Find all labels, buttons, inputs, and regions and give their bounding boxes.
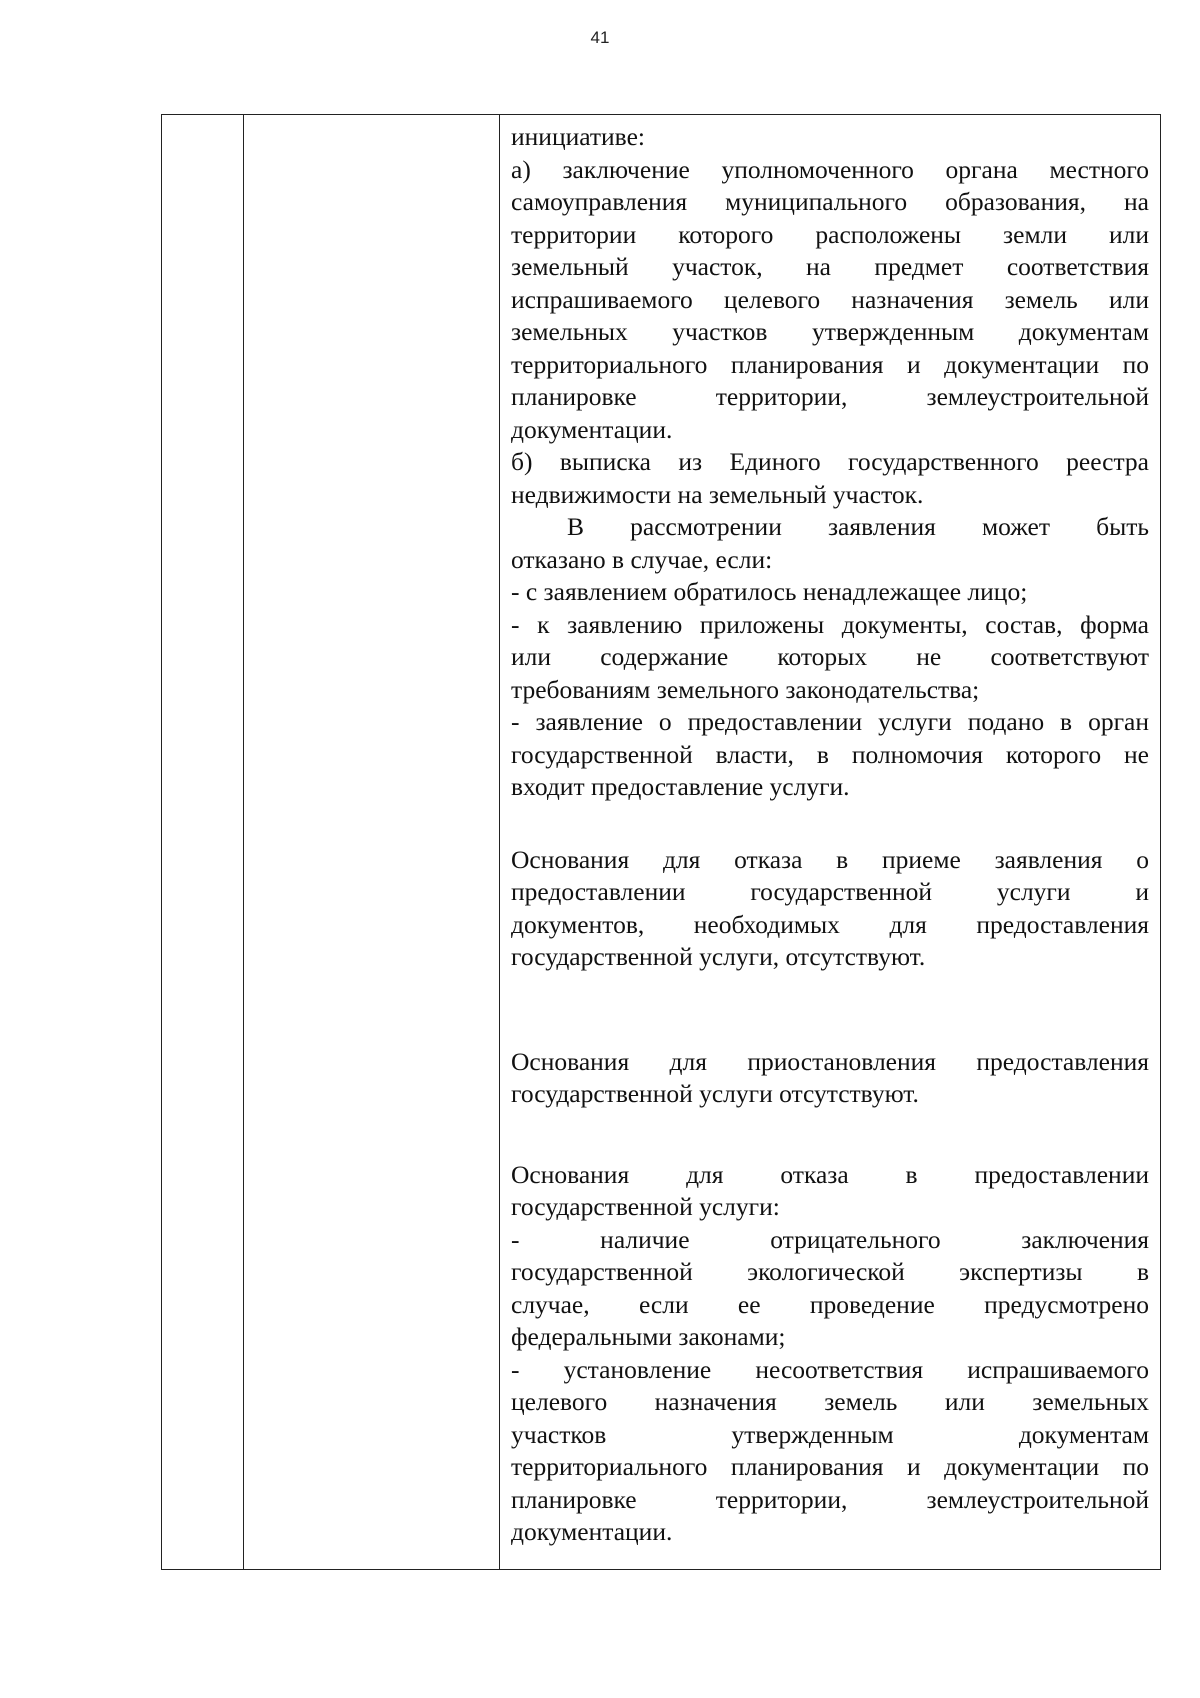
paragraph-refusal-to-accept [511,844,1149,974]
text-line: - с заявлением обратилось ненадлежащее лицо; [511,577,1028,606]
text-line: документов, необходимых для предоставления [511,909,1149,939]
paragraph-suspension [511,1046,1149,1111]
text-line: - установление несоответствия испрашиваемого [511,1354,1149,1384]
text-line: планировке территории, землеустроительной [511,1484,1149,1514]
text-line: инициативе: [511,122,645,151]
text-line: недвижимости на земельный участок. [511,479,924,509]
spacer [511,804,1149,844]
text-line: случае, если ее проведение предусмотрено [511,1289,1149,1319]
text-line: государственной услуги отсутствуют. [511,1079,919,1108]
text-line: а) заключение уполномоченного органа местного [511,154,1149,184]
text-line: В рассмотрении заявления может быть [567,512,1149,541]
paragraph-documents-on-initiative [511,121,1149,804]
text-line: Основания для отказа в предоставлении [511,1159,1149,1189]
table-column-2-empty [244,115,500,1569]
text-line: документации. [511,1517,673,1546]
text-line: территории которого расположены земли или [511,219,1149,249]
text-line: самоуправления муниципального образования, на [511,187,1149,216]
text-line: государственной экологической экспертизы в [511,1257,1149,1286]
text-line: планировке территории, землеустроительной [511,382,1149,411]
text-line: земельных участков утвержденным документам [511,317,1149,346]
table-column-1-empty [162,115,244,1569]
text-line: или содержание которых не соответствуют [511,642,1149,671]
text-line: государственной услуги, отсутствуют. [511,942,926,971]
spacer [511,974,1149,1046]
text-line: испрашиваемого целевого назначения земель или [511,284,1149,314]
text-line: целевого назначения земель или земельных [511,1387,1149,1416]
paragraph-refusal-to-provide [511,1159,1149,1549]
spacer [511,1111,1149,1159]
document-table [161,114,1161,1570]
text-line: входит предоставление услуги. [511,772,850,801]
text-line: территориального планирования и документации по [511,349,1149,379]
text-line: федеральными законами; [511,1322,786,1351]
text-line: государственной услуги: [511,1192,780,1221]
table-cell-content [500,115,1160,1569]
text-line: б) выписка из Единого государственного реестра [511,447,1149,476]
text-line: Основания для отказа в приеме заявления о [511,844,1149,874]
text-line: требованиям земельного законодательства; [511,674,980,704]
text-line: отказано в случае, если: [511,544,773,574]
page-number: 41 [590,28,610,47]
text-line: предоставлении государственной услуги и [511,877,1149,906]
text-line: государственной власти, в полномочия которого не [511,739,1149,769]
text-line: Основания для приостановления предоставления [511,1046,1149,1076]
text-line: участков утвержденным документам [511,1419,1149,1449]
text-line: - заявление о предоставлении услуги подано в орган [511,707,1149,736]
text-line: земельный участок, на предмет соответствия [511,252,1149,281]
text-line: - к заявлению приложены документы, состав, форма [511,609,1149,639]
text-line: документации. [511,414,673,444]
text-line: - наличие отрицательного заключения [511,1224,1149,1254]
text-line: территориального планирования и документации по [511,1452,1149,1481]
